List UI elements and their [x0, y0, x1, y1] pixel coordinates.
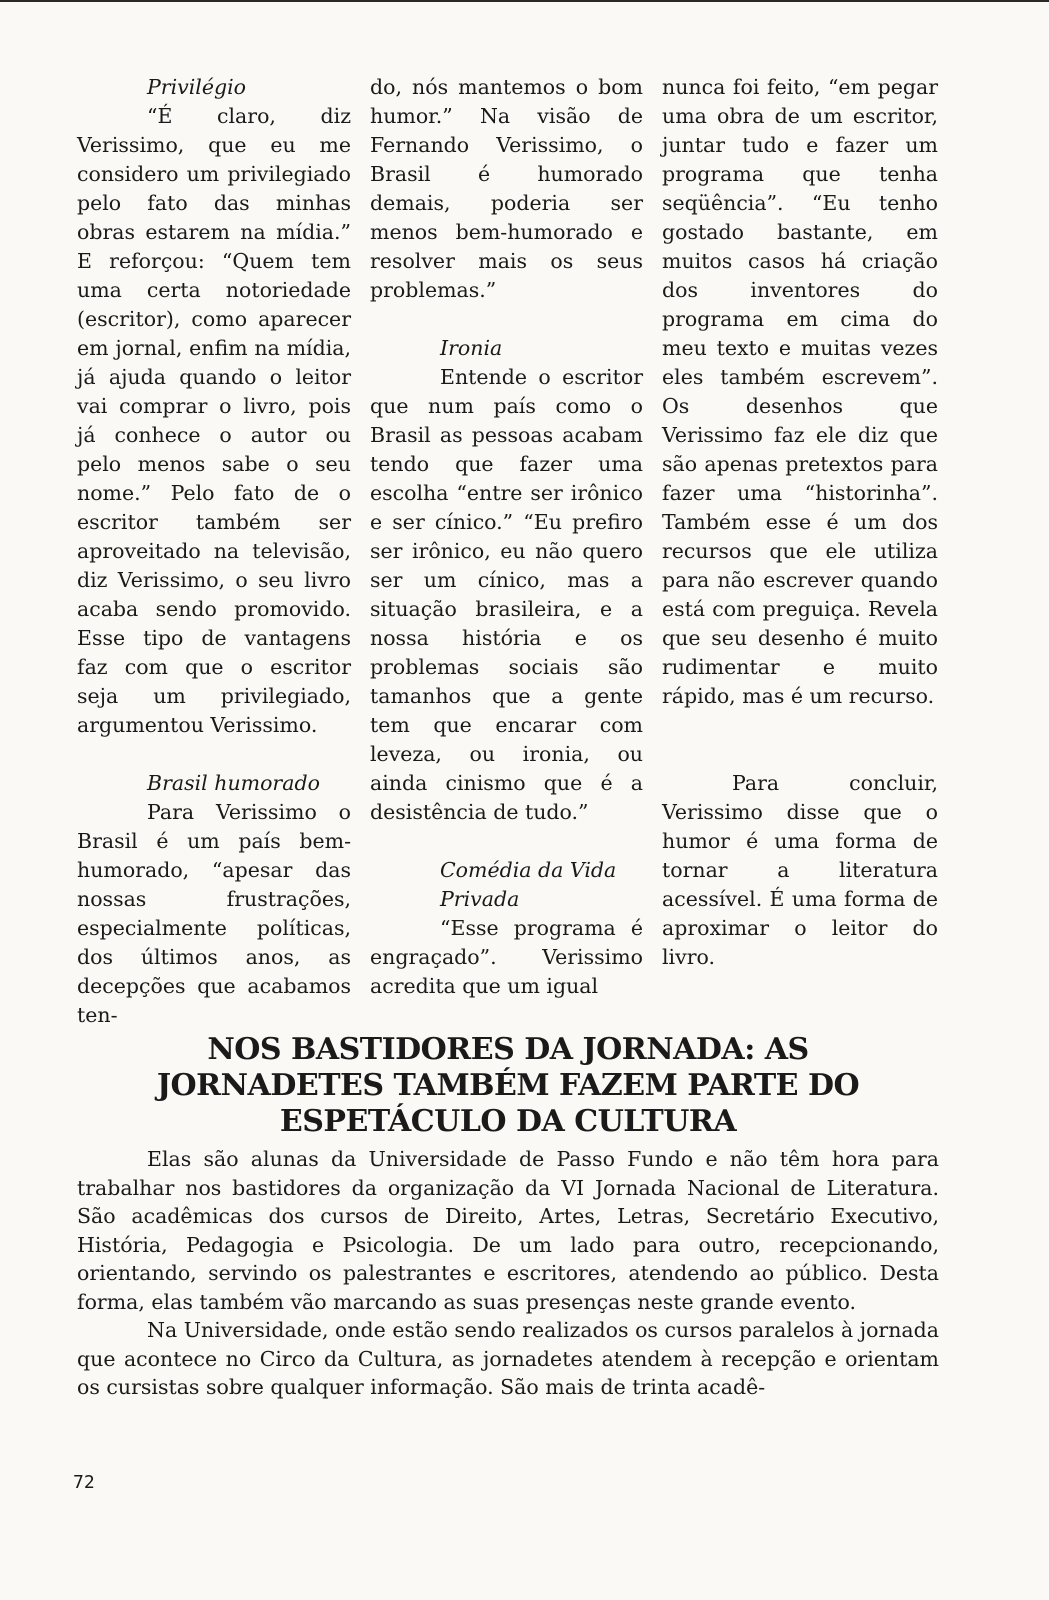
top-rule [0, 0, 1049, 2]
subheading-privilegio: Privilégio [147, 75, 246, 99]
subheading-ironia: Ironia [440, 336, 503, 360]
subheading-brasil-humorado: Brasil humorado [147, 771, 320, 795]
paragraph: do, nós mantemos o bom humor.” Na visão de Fernando Verissimo, o Brasil é humorado demais, poderia ser menos bem-humorado e resolver mais os seus problemas.” [370, 75, 643, 302]
headline-line: ESPETÁCULO DA CULTURA [279, 1104, 737, 1139]
column-1 [77, 73, 351, 1030]
page-number: 72 [73, 1472, 95, 1493]
paragraph: “Esse programa é engraçado”. Verissimo acredita que um igual [370, 916, 643, 998]
paragraph: “É claro, diz Verissimo, que eu me considero um privilegiado pelo fato das minhas obras estarem na mídia.” E reforçou: “Quem tem uma certa notoriedade (escritor), como aparecer em jornal, enfim na mídia, já ajuda quando o leitor vai comprar o livro, pois já conhece o autor ou pelo menos sabe o seu nome.” Pelo fato de o escritor também ser aproveitado na televisão, diz Verissimo, o seu livro acaba sendo promovido. Esse tipo de vantagens faz com que o escritor seja um privilegiado, argumentou Verissimo. [77, 104, 351, 737]
paragraph: Elas são alunas da Universidade de Passo Fundo e não têm hora para trabalhar nos bastidores da organização da VI Jornada Nacional de Literatura. São acadêmicas dos cursos de Direito, Artes, Letras, Secretário Executivo, História, Pedagogia e Psicologia. De um lado para outro, recepcionando, orientando, servindo os palestrantes e escritores, atendendo ao público. Desta forma, elas também vão marcando as suas presenças neste grande evento. [77, 1147, 939, 1314]
column-3 [662, 73, 938, 972]
paragraph: Para concluir, Verissimo disse que o humor é uma forma de tornar a literatura acessível. É uma forma de aproximar o leitor do livro. [662, 771, 938, 969]
headline-line: NOS BASTIDORES DA JORNADA: AS [207, 1032, 809, 1067]
article-body [77, 1145, 939, 1402]
paragraph: Na Universidade, onde estão sendo realizados os cursos paralelos à jornada que acontece no Circo da Cultura, as jornadetes atendem à recepção e orientam os cursistas sobre qualquer informação. São mais de trinta acadê- [77, 1318, 939, 1399]
headline-line: JORNADETES TAMBÉM FAZEM PARTE DO [156, 1068, 860, 1103]
paragraph: Para Verissimo o Brasil é um país bem-humorado, “apesar das nossas frustrações, especialmente políticas, dos últimos anos, as decepções que acabamos ten- [77, 800, 351, 1027]
paragraph: Entende o escritor que num país como o Brasil as pessoas acabam tendo que fazer uma escolha “entre ser irônico e ser cínico.” “Eu prefiro ser irônico, eu não quero ser um cínico, mas a situação brasileira, e a nossa história e os problemas sociais são tamanhos que a gente tem que encarar com leveza, ou ironia, ou ainda cinismo que é a desistência de tudo.” [370, 365, 643, 824]
subheading-comedia: Comédia da Vida Privada [440, 858, 617, 911]
article-headline [77, 1032, 939, 1140]
column-2 [370, 73, 643, 1001]
paragraph: nunca foi feito, “em pegar uma obra de um escritor, juntar tudo e fazer um programa que tenha seqüência”. “Eu tenho gostado bastante, em muitos casos há criação dos inventores do programa em cima do meu texto e muitas vezes eles também escrevem”. Os desenhos que Verissimo faz ele diz que são apenas pretextos para fazer uma “historinha”. Também esse é um dos recursos que ele utiliza para não escrever quando está com preguiça. Revela que seu desenho é muito rudimentar e muito rápido, mas é um recurso. [662, 75, 938, 708]
